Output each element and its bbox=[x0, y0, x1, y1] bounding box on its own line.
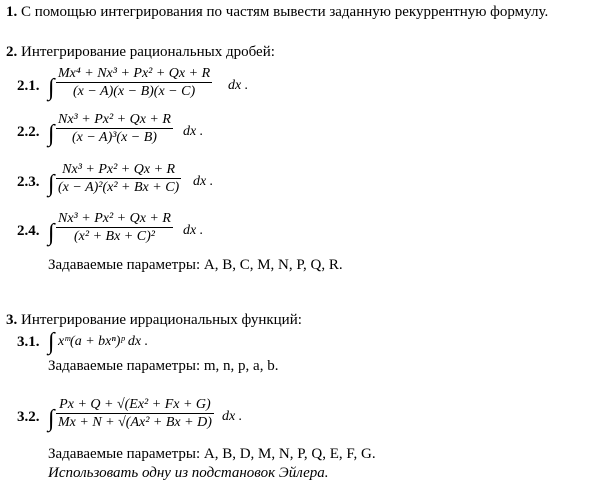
denominator-2-1: (x − A)(x − B)(x − C) bbox=[72, 84, 196, 99]
item-3-2-number: 3.2. bbox=[17, 409, 40, 425]
numerator-2-1: Mx⁴ + Nx³ + Px² + Qx + R bbox=[58, 66, 211, 81]
fraction-2-2 bbox=[56, 112, 173, 146]
expr-3-1: xᵐ(a + bxⁿ)ᵖ dx . bbox=[58, 334, 149, 349]
fraction-2-4 bbox=[56, 211, 173, 245]
denominator-2-3: (x − A)²(x² + Bx + C) bbox=[58, 180, 180, 195]
dx-2-3: dx . bbox=[193, 174, 214, 189]
integral-sign: ∫ bbox=[48, 121, 55, 147]
item-2-heading bbox=[6, 44, 275, 61]
item-2-1-number: 2.1. bbox=[17, 78, 40, 94]
fraction-2-1 bbox=[56, 66, 212, 100]
denominator-3-2: Mx + N + √(Ax² + Bx + D) bbox=[58, 415, 212, 430]
item-1-number: 1. bbox=[6, 4, 18, 20]
params-3-1: Задаваемые параметры: m, n, p, a, b. bbox=[48, 358, 279, 374]
integral-sign: ∫ bbox=[48, 406, 55, 432]
numerator-2-4: Nx³ + Px² + Qx + R bbox=[58, 211, 171, 226]
dx-2-1: dx . bbox=[228, 78, 249, 93]
integral-sign: ∫ bbox=[48, 220, 55, 246]
integral-sign: ∫ bbox=[48, 329, 55, 355]
fraction-2-3 bbox=[56, 162, 181, 196]
item-2-text: Интегрирование рациональных дробей: bbox=[21, 44, 275, 60]
item-1-text: С помощью интегрирования по частям вывести заданную рекуррентную формулу. bbox=[21, 4, 549, 20]
euler-note: Использовать одну из подстановок Эйлера. bbox=[48, 465, 329, 481]
integral-sign: ∫ bbox=[48, 75, 55, 101]
numerator-2-3: Nx³ + Px² + Qx + R bbox=[62, 162, 176, 177]
numerator-2-2: Nx³ + Px² + Qx + R bbox=[58, 112, 171, 127]
denominator-2-2: (x − A)³(x − B) bbox=[71, 130, 157, 145]
item-2-4-number: 2.4. bbox=[17, 223, 40, 239]
numerator-3-2: Px + Q + √(Ex² + Fx + G) bbox=[59, 397, 211, 412]
dx-2-4: dx . bbox=[183, 223, 204, 238]
item-1 bbox=[6, 4, 548, 21]
dx-2-2: dx . bbox=[183, 124, 204, 139]
item-3-heading bbox=[6, 312, 302, 329]
params-3-2: Задаваемые параметры: A, B, D, M, N, P, Q, E, F, G. bbox=[48, 446, 376, 462]
item-3-1-number: 3.1. bbox=[17, 334, 40, 350]
params-2: Задаваемые параметры: A, B, C, M, N, P, Q, R. bbox=[48, 257, 343, 273]
integral-sign: ∫ bbox=[48, 171, 55, 197]
dx-3-2: dx . bbox=[222, 409, 243, 424]
denominator-2-4: (x² + Bx + C)² bbox=[74, 229, 155, 244]
item-3-text: Интегрирование иррациональных функций: bbox=[21, 312, 302, 328]
item-2-number: 2. bbox=[6, 44, 18, 60]
fraction-3-2 bbox=[56, 397, 214, 431]
item-2-2-number: 2.2. bbox=[17, 124, 40, 140]
item-3-number: 3. bbox=[6, 312, 18, 328]
item-2-3-number: 2.3. bbox=[17, 174, 40, 190]
